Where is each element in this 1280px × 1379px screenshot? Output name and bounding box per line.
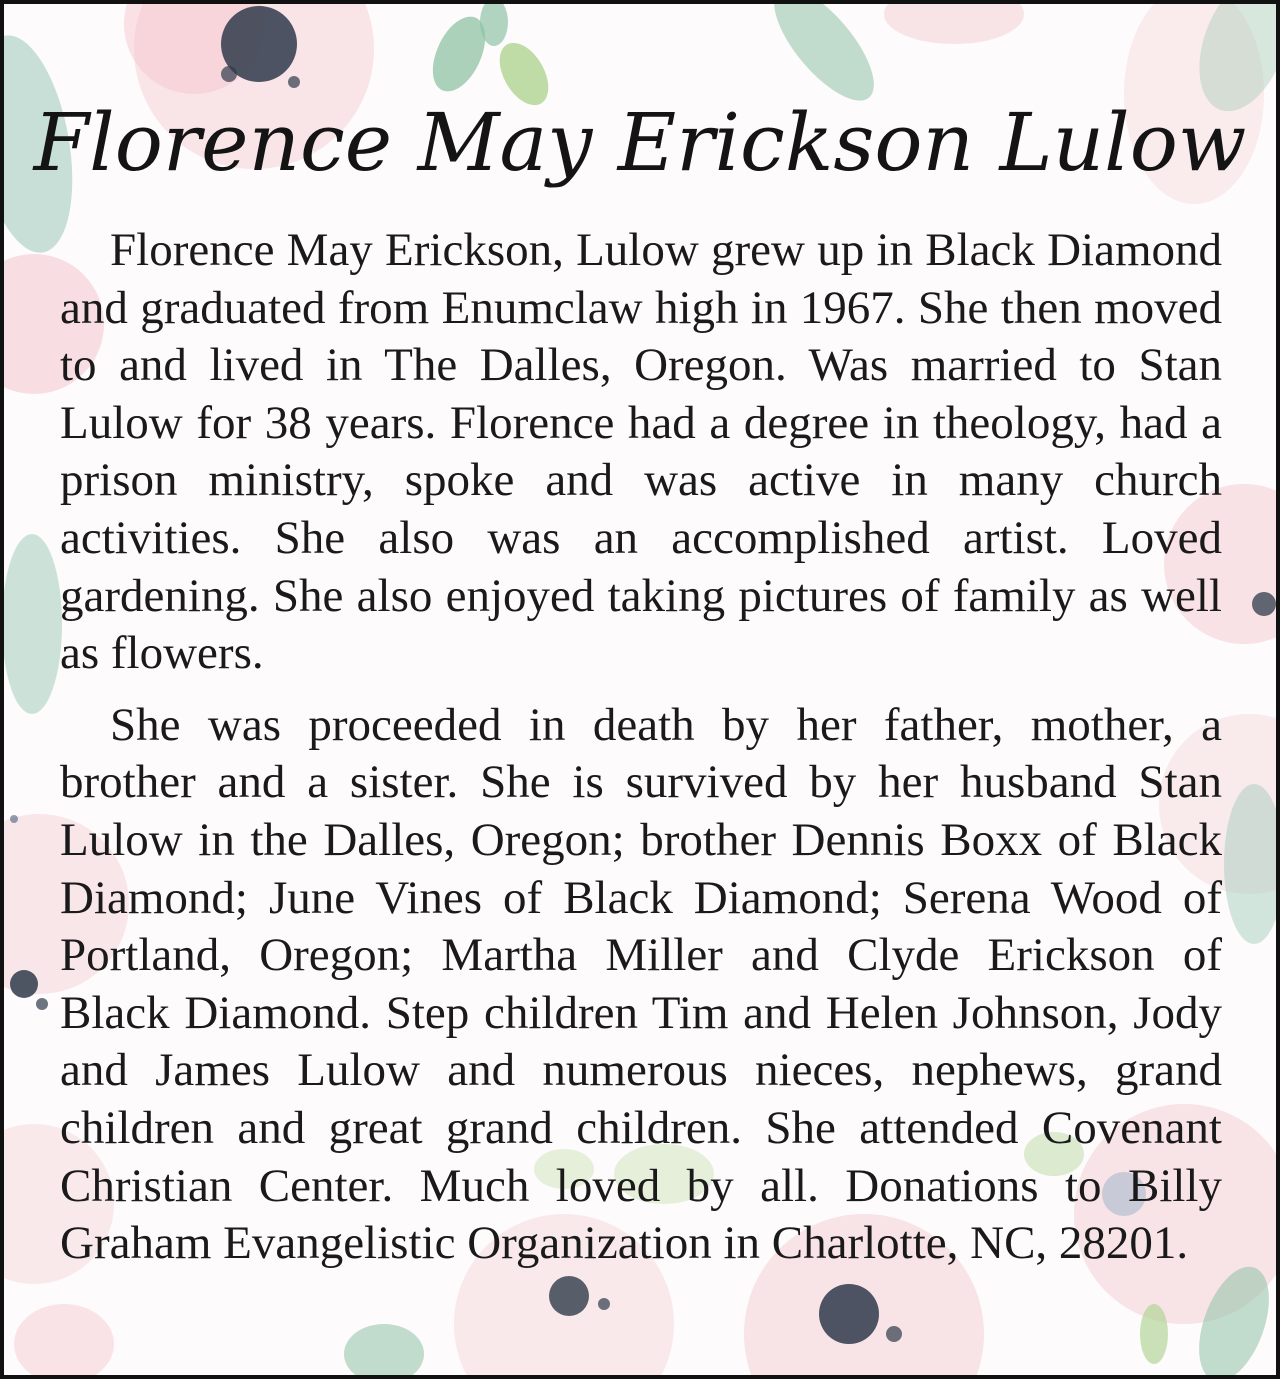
obituary-paragraph-survivors: She was proceeded in death by her father, mother, a brother and a sister. She is survived by her husband Stan Lulow in the Dalles, Oregon; brother Dennis Boxx of Black Diamond; June Vines of Black Diamond; Serena Wood of Portland, Oregon; Martha Miller and Clyde Erickson of Black Diamond. Step children Tim and Helen Johnson, Jody and James Lulow and numerous nieces, nephews, grand children and great grand children. She attended Covenant Christian Center. Much loved by all. Donations to Billy Graham Evangelistic Organization in Charlotte, NC, 28201.	[60, 698, 1222, 1270]
obituary-name-heading: Florence May Erickson Lulow	[33, 96, 1247, 189]
obituary-paragraph-biography: Florence May Erickson, Lulow grew up in Black Diamond and graduated from Enumclaw high in 1967. She then moved to and lived in The Dalles, Oregon. Was married to Stan Lulow for 38 years. Florence had a degree in theology, had a prison ministry, spoke and was active in many church activities. She also was an accomplished artist. Loved gardening. She also enjoyed taking pictures of family as well as flowers.	[60, 224, 1222, 680]
obituary-body	[60, 222, 1222, 1273]
